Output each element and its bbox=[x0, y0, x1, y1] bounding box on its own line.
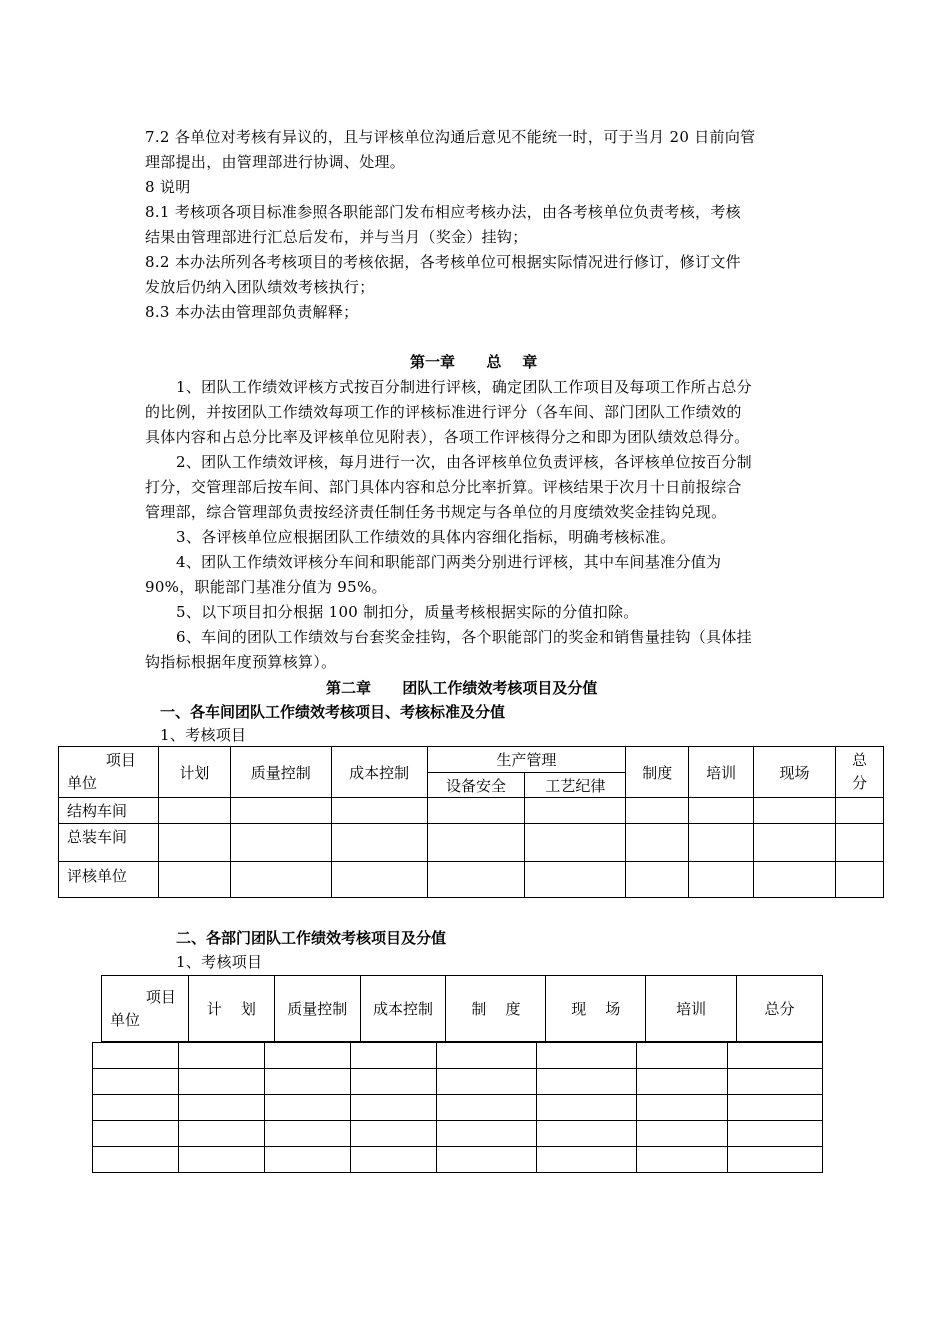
paragraph-line: 理部提出，由管理部进行协调、处理。 bbox=[145, 153, 406, 171]
column-header: 计 划 bbox=[188, 976, 274, 1042]
subgroup-header: 设备安全 bbox=[427, 773, 525, 798]
chapter2-title: 第二章 团队工作绩效考核项目及分值 bbox=[326, 679, 598, 697]
column-header: 培训 bbox=[689, 747, 754, 798]
column-header: 成本控制 bbox=[331, 747, 427, 798]
group-header: 生产管理 bbox=[427, 747, 626, 773]
corner-header-top: 项目 bbox=[145, 987, 176, 1006]
chapter1-line: 2、团队工作绩效评核，每月进行一次，由各评核单位负责评核，各评核单位按百分制 bbox=[176, 453, 752, 471]
chapter1-line: 4、团队工作绩效评核分车间和职能部门两类分别进行评核，其中车间基准分值为 bbox=[176, 553, 722, 571]
table-row bbox=[93, 1121, 823, 1147]
paragraph-line: 发放后仍纳入团队绩效考核执行； bbox=[145, 278, 375, 296]
table-row bbox=[93, 1147, 823, 1173]
paragraph-line: 8.3 本办法由管理部负责解释； bbox=[145, 303, 359, 321]
column-header: 质量控制 bbox=[274, 976, 360, 1042]
table-row bbox=[59, 824, 884, 862]
table-row bbox=[93, 1043, 823, 1069]
corner-header-top: 项目 bbox=[105, 751, 136, 769]
paragraph-line: 8 说明 bbox=[145, 178, 191, 196]
sub-heading: 1、考核项目 bbox=[176, 953, 263, 971]
row-label: 结构车间 bbox=[59, 798, 159, 824]
chapter1-line: 的比例，并按团队工作绩效每项工作的评核标准进行评分（各车间、部门团队工作绩效的 bbox=[145, 403, 742, 421]
chapter1-line: 5、以下项目扣分根据 100 制扣分，质量考核根据实际的分值扣除。 bbox=[176, 603, 639, 621]
chapter1-line: 90%，职能部门基准分值为 95%。 bbox=[145, 578, 387, 596]
paragraph-line: 7.2 各单位对考核有异议的，且与评核单位沟通后意见不能统一时，可于当月 20 日前向管 bbox=[145, 128, 756, 146]
paragraph-line: 8.2 本办法所列各考核项目的考核依据，各考核单位可根据实际情况进行修订，修订文件 bbox=[145, 253, 741, 271]
chapter1-line: 管理部，综合管理部负责按经济责任制任务书规定与各单位的月度绩效奖金挂钩兑现。 bbox=[145, 503, 727, 521]
column-header: 制 度 bbox=[446, 976, 546, 1042]
column-header: 制度 bbox=[626, 747, 689, 798]
chapter1-line: 具体内容和占总分比率及评核单位见附表），各项工作评核得分之和即为团队绩效总得分。 bbox=[145, 428, 750, 446]
table-row bbox=[93, 1095, 823, 1121]
column-header: 现场 bbox=[754, 747, 836, 798]
paragraph-line: 结果由管理部进行汇总后发布，并与当月（奖金）挂钩； bbox=[145, 228, 528, 246]
chapter1-line: 1、团队工作绩效评核方式按百分制进行评核，确定团队工作项目及每项工作所占总分 bbox=[176, 378, 752, 396]
total-header-top: 总 bbox=[851, 751, 867, 769]
table-row bbox=[93, 1069, 823, 1095]
section1-heading: 一、各车间团队工作绩效考核项目、考核标准及分值 bbox=[160, 703, 506, 721]
row-label: 评核单位 bbox=[59, 862, 159, 898]
section2-heading: 二、各部门团队工作绩效考核项目及分值 bbox=[176, 929, 447, 947]
sub-heading: 1、考核项目 bbox=[160, 726, 247, 744]
paragraph-line: 8.1 考核项各项目标准参照各职能部门发布相应考核办法，由各考核单位负责考核，考核 bbox=[145, 203, 741, 221]
corner-header-cell bbox=[59, 747, 159, 798]
subgroup-header: 工艺纪律 bbox=[525, 773, 626, 798]
department-header-table bbox=[101, 975, 823, 1042]
chapter1-title: 第一章 总 章 bbox=[410, 353, 538, 371]
corner-header-bottom: 单位 bbox=[67, 774, 98, 792]
chapter1-line: 钩指标根据年度预算核算）。 bbox=[145, 653, 337, 671]
column-header: 总分 bbox=[737, 976, 823, 1042]
chapter1-line: 3、各评核单位应根据团队工作绩效的具体内容细化指标，明确考核标准。 bbox=[176, 528, 676, 546]
column-header: 现 场 bbox=[546, 976, 646, 1042]
column-header: 成本控制 bbox=[360, 976, 446, 1042]
department-body-table bbox=[92, 1042, 823, 1173]
column-header: 质量控制 bbox=[230, 747, 331, 798]
corner-header-cell bbox=[102, 976, 189, 1042]
table-row bbox=[59, 798, 884, 824]
column-header: 计划 bbox=[158, 747, 230, 798]
workshop-table bbox=[58, 746, 884, 898]
total-header bbox=[835, 747, 883, 798]
row-label: 总装车间 bbox=[59, 824, 159, 862]
corner-header-bottom: 单位 bbox=[110, 1010, 141, 1029]
chapter1-line: 打分，交管理部后按车间、部门具体内容和总分比率折算。评核结果于次月十日前报综合 bbox=[145, 478, 742, 496]
chapter1-line: 6、车间的团队工作绩效与台套奖金挂钩，各个职能部门的奖金和销售量挂钩（具体挂 bbox=[176, 628, 752, 646]
table-row bbox=[59, 862, 884, 898]
column-header: 培训 bbox=[646, 976, 737, 1042]
total-header-bottom: 分 bbox=[851, 774, 867, 792]
